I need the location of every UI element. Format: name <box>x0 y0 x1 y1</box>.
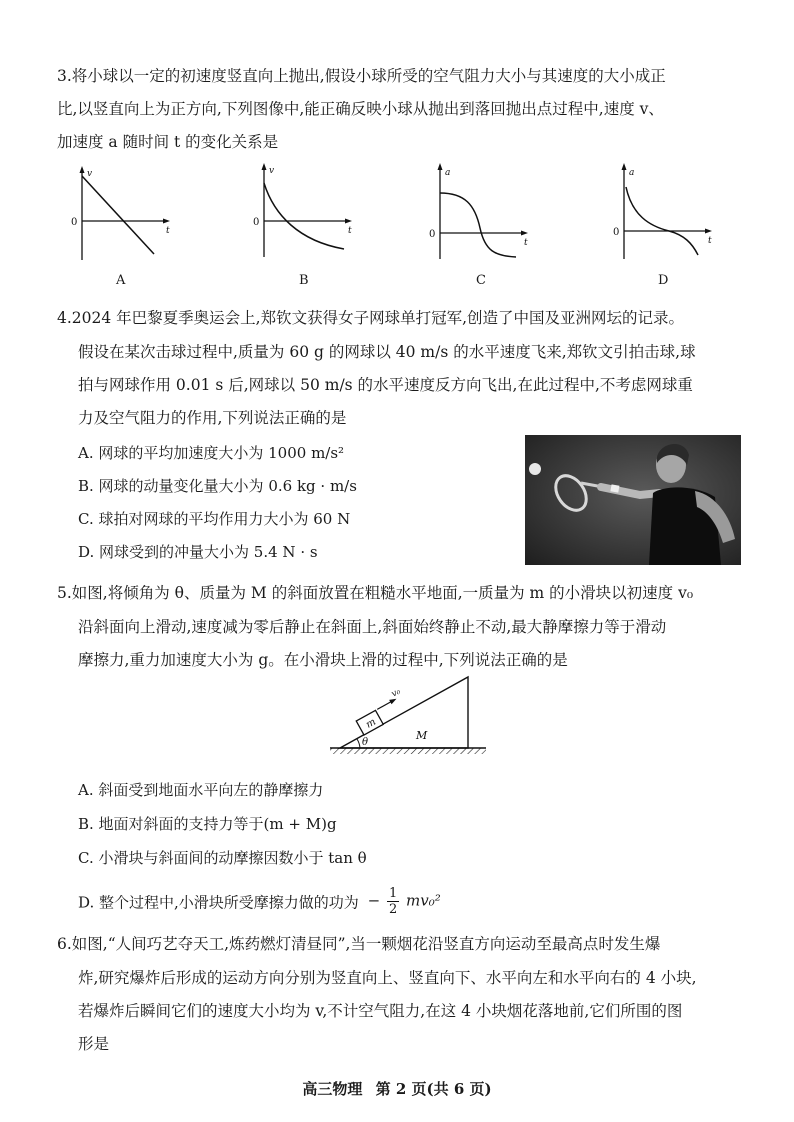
q5-line-2: 沿斜面向上滑动,速度减为零后静止在斜面上,斜面始终静止不动,最大静摩擦力等于滑动 <box>78 618 667 636</box>
q5-option-c: C. 小滑块与斜面间的动摩擦因数小于 tan θ <box>78 849 367 867</box>
q5-option-d <box>78 888 441 919</box>
graph-d-yaxis: a <box>629 168 635 178</box>
graph-c-label: C <box>476 273 486 288</box>
graph-b-label: B <box>299 273 309 288</box>
q3-line-3: 加速度 a 随时间 t 的变化关系是 <box>57 133 279 151</box>
q6-line-2: 炸,研究爆炸后形成的运动方向分别为竖直向上、竖直向下、水平向左和水平向右的 4 小块, <box>78 969 697 987</box>
q4-line-1: 4.2024 年巴黎夏季奥运会上,郑钦文获得女子网球单打冠军,创造了中国及亚洲网坛的记录。 <box>57 309 685 327</box>
graph-a-xaxis: t <box>166 226 170 236</box>
graph-b-yaxis: v <box>269 166 275 176</box>
q4-option-b: B. 网球的动量变化量大小为 0.6 kg · m/s <box>78 477 357 495</box>
page-footer <box>0 1078 794 1099</box>
footer-subject: 高三物理 <box>302 1080 363 1098</box>
graph-c-yaxis: a <box>445 168 451 178</box>
incline-label: M <box>416 729 428 742</box>
graph-a-label: A <box>116 273 126 288</box>
graph-a <box>62 166 172 268</box>
q6-line-3: 若爆炸后瞬间它们的速度大小均为 v,不计空气阻力,在这 4 小块烟花落地前,它们所围的图 <box>78 1002 683 1020</box>
graph-c-origin: 0 <box>429 229 436 240</box>
incline-diagram <box>330 672 490 766</box>
angle-label: θ <box>362 737 369 748</box>
footer-page: 第 2 页(共 6 页) <box>375 1080 492 1098</box>
graph-d-label: D <box>658 273 669 288</box>
q5-line-3: 摩擦力,重力加速度大小为 g。在小滑块上滑的过程中,下列说法正确的是 <box>78 651 568 669</box>
q5-line-1: 5.如图,将倾角为 θ、质量为 M 的斜面放置在粗糙水平地面,一质量为 m 的小滑块以初速度 v₀ <box>57 584 694 602</box>
q3-line-2: 比,以竖直向上为正方向,下列图像中,能正确反映小球从抛出到落回抛出点过程中,速度 v、 <box>57 100 664 118</box>
formula-numerator: 1 <box>388 886 398 901</box>
graph-b-xaxis: t <box>348 226 352 236</box>
q5-option-b: B. 地面对斜面的支持力等于(m + M)g <box>78 815 337 833</box>
q5-option-d-formula <box>368 886 441 917</box>
graph-b-origin: 0 <box>253 217 260 228</box>
graph-a-yaxis: v <box>87 169 93 179</box>
block-label: m <box>364 716 378 731</box>
graph-a-origin: 0 <box>71 217 78 228</box>
graph-d-xaxis: t <box>708 236 712 246</box>
q5-option-a: A. 斜面受到地面水平向左的静摩擦力 <box>78 781 324 799</box>
q4-option-d: D. 网球受到的冲量大小为 5.4 N · s <box>78 543 318 561</box>
q3-line-1: 3.将小球以一定的初速度竖直向上抛出,假设小球所受的空气阻力大小与其速度的大小成正 <box>57 67 666 85</box>
formula-sign: − <box>367 891 381 910</box>
graph-c-xaxis: t <box>524 238 528 248</box>
graph-d-origin: 0 <box>613 227 620 238</box>
graph-b <box>244 163 354 265</box>
velocity-label: v₀ <box>389 686 403 700</box>
q6-line-1: 6.如图,“人间巧艺夺天工,炼药燃灯清昼同”,当一颗烟花沿竖直方向运动至最高点时发生爆 <box>57 935 661 953</box>
q5-option-d-text: D. 整个过程中,小滑块所受摩擦力做的功为 <box>78 893 359 912</box>
formula-denominator: 2 <box>388 902 398 917</box>
q6-line-4: 形是 <box>78 1035 110 1053</box>
tennis-player-photo <box>525 435 741 565</box>
q4-option-a: A. 网球的平均加速度大小为 1000 m/s² <box>78 444 345 462</box>
graph-c <box>420 163 530 267</box>
q4-line-4: 力及空气阻力的作用,下列说法正确的是 <box>78 409 347 427</box>
q4-line-3: 拍与网球作用 0.01 s 后,网球以 50 m/s 的水平速度反方向飞出,在此过程中,不考虑网球重 <box>78 376 693 394</box>
graph-d <box>604 163 714 267</box>
formula-rest: mv₀² <box>406 891 441 910</box>
formula-fraction <box>387 886 399 917</box>
q4-option-c: C. 球拍对网球的平均作用力大小为 60 N <box>78 510 351 528</box>
q4-line-2: 假设在某次击球过程中,质量为 60 g 的网球以 40 m/s 的水平速度飞来,郑钦文引拍击球,球 <box>78 343 696 361</box>
